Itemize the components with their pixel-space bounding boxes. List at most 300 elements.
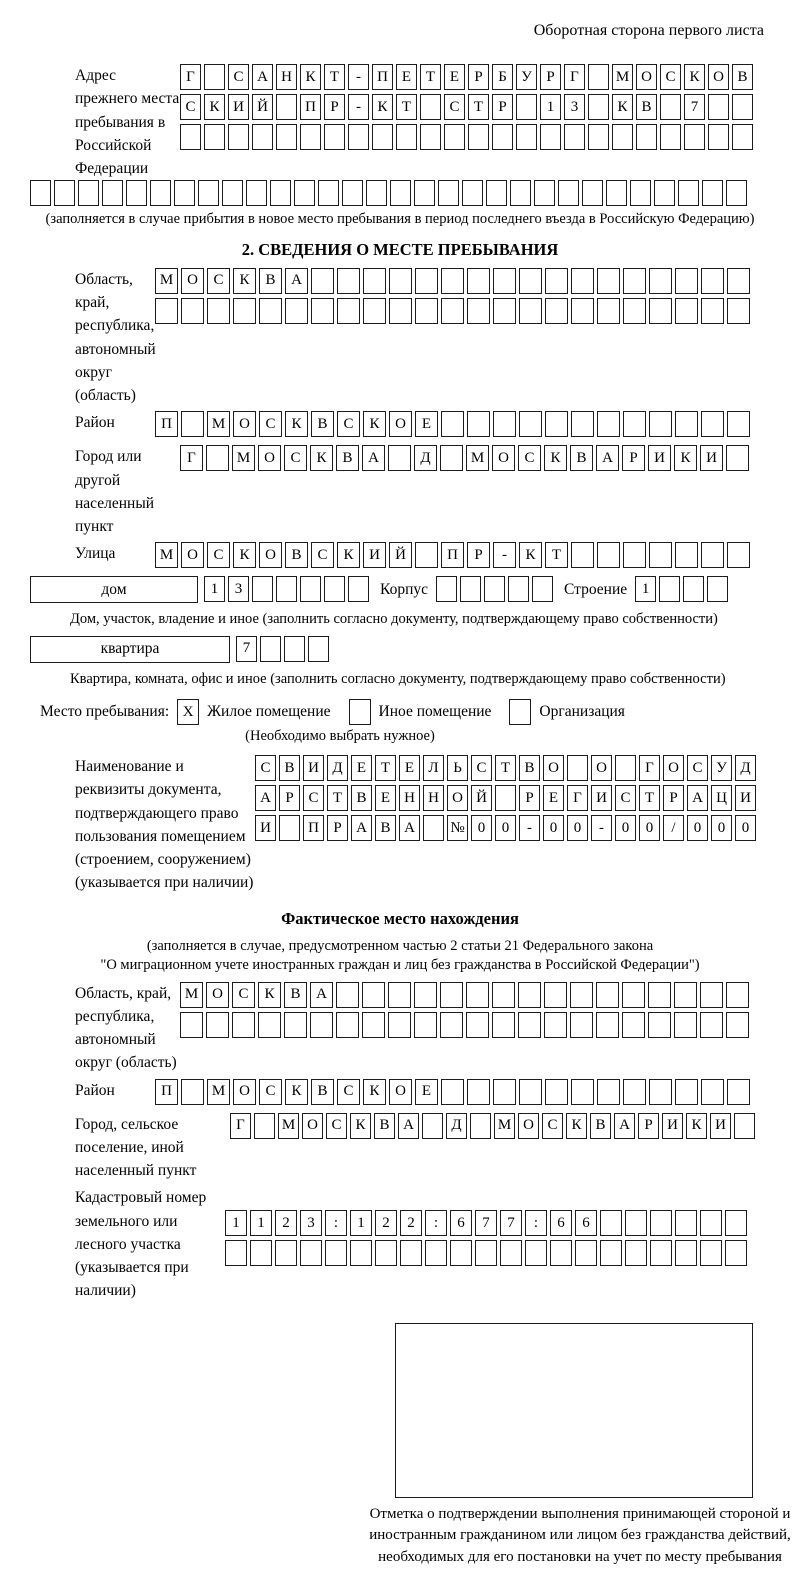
char-cell[interactable]: Е <box>444 64 465 90</box>
char-cell[interactable]: В <box>351 785 372 811</box>
char-cell[interactable]: Й <box>252 94 273 120</box>
char-cell[interactable]: М <box>612 64 633 90</box>
char-cell[interactable]: О <box>181 542 204 568</box>
char-cell[interactable] <box>648 982 671 1008</box>
char-cell[interactable] <box>519 268 542 294</box>
char-cell[interactable]: Р <box>622 445 645 471</box>
char-cell[interactable]: Р <box>324 94 345 120</box>
char-cell[interactable] <box>678 180 699 206</box>
char-cell[interactable]: М <box>207 1079 230 1105</box>
char-cell[interactable]: Е <box>396 64 417 90</box>
char-cell[interactable]: И <box>648 445 671 471</box>
char-cell[interactable]: А <box>252 64 273 90</box>
char-cell[interactable]: Л <box>423 755 444 781</box>
char-cell[interactable] <box>636 124 657 150</box>
char-cell[interactable] <box>525 1240 547 1266</box>
char-cell[interactable]: И <box>255 815 276 841</box>
char-cell[interactable]: У <box>516 64 537 90</box>
char-cell[interactable]: Г <box>639 755 660 781</box>
char-cell[interactable] <box>518 982 541 1008</box>
char-cell[interactable] <box>660 124 681 150</box>
char-cell[interactable] <box>727 542 750 568</box>
char-cell[interactable] <box>276 576 297 602</box>
char-cell[interactable] <box>532 576 553 602</box>
char-cell[interactable] <box>232 1012 255 1038</box>
char-cell[interactable]: 7 <box>684 94 705 120</box>
char-cell[interactable]: В <box>590 1113 611 1139</box>
char-cell[interactable]: В <box>311 1079 334 1105</box>
char-cell[interactable]: О <box>233 1079 256 1105</box>
char-cell[interactable] <box>648 1012 671 1038</box>
char-cell[interactable]: Р <box>540 64 561 90</box>
char-cell[interactable] <box>440 982 463 1008</box>
char-cell[interactable]: Н <box>423 785 444 811</box>
char-cell[interactable] <box>545 268 568 294</box>
char-cell[interactable] <box>623 542 646 568</box>
char-cell[interactable]: 0 <box>567 815 588 841</box>
char-cell[interactable] <box>684 124 705 150</box>
char-cell[interactable] <box>150 180 171 206</box>
char-cell[interactable] <box>493 298 516 324</box>
char-cell[interactable] <box>571 542 594 568</box>
char-cell[interactable]: С <box>303 785 324 811</box>
char-cell[interactable] <box>423 815 444 841</box>
char-cell[interactable] <box>654 180 675 206</box>
char-cell[interactable] <box>516 124 537 150</box>
char-cell[interactable]: Е <box>543 785 564 811</box>
char-cell[interactable] <box>420 94 441 120</box>
char-cell[interactable] <box>486 180 507 206</box>
char-cell[interactable] <box>54 180 75 206</box>
char-cell[interactable] <box>225 1240 247 1266</box>
char-cell[interactable] <box>727 411 750 437</box>
char-cell[interactable] <box>622 1012 645 1038</box>
char-cell[interactable] <box>342 180 363 206</box>
char-cell[interactable] <box>493 1079 516 1105</box>
char-cell[interactable] <box>575 1240 597 1266</box>
char-cell[interactable]: О <box>259 542 282 568</box>
char-cell[interactable] <box>545 298 568 324</box>
char-cell[interactable]: А <box>596 445 619 471</box>
char-cell[interactable]: 3 <box>300 1210 322 1236</box>
char-cell[interactable]: Г <box>567 785 588 811</box>
char-cell[interactable]: 6 <box>550 1210 572 1236</box>
char-cell[interactable] <box>363 268 386 294</box>
char-cell[interactable]: А <box>362 445 385 471</box>
char-cell[interactable] <box>623 298 646 324</box>
char-cell[interactable]: К <box>519 542 542 568</box>
char-cell[interactable]: К <box>233 542 256 568</box>
char-cell[interactable]: Г <box>180 445 203 471</box>
char-cell[interactable]: С <box>542 1113 563 1139</box>
char-cell[interactable] <box>470 1113 491 1139</box>
char-cell[interactable] <box>375 1240 397 1266</box>
char-cell[interactable] <box>396 124 417 150</box>
char-cell[interactable] <box>534 180 555 206</box>
char-cell[interactable]: Н <box>399 785 420 811</box>
char-cell[interactable] <box>308 636 329 662</box>
char-cell[interactable] <box>649 411 672 437</box>
char-cell[interactable] <box>612 124 633 150</box>
char-cell[interactable]: С <box>444 94 465 120</box>
char-cell[interactable]: 1 <box>225 1210 247 1236</box>
char-cell[interactable]: К <box>233 268 256 294</box>
char-cell[interactable]: Т <box>327 785 348 811</box>
char-cell[interactable]: И <box>591 785 612 811</box>
char-cell[interactable] <box>228 124 249 150</box>
char-cell[interactable] <box>623 268 646 294</box>
char-cell[interactable]: О <box>447 785 468 811</box>
char-cell[interactable]: С <box>255 755 276 781</box>
char-cell[interactable] <box>650 1210 672 1236</box>
char-cell[interactable] <box>726 982 749 1008</box>
char-cell[interactable] <box>181 411 204 437</box>
char-cell[interactable]: К <box>372 94 393 120</box>
char-cell[interactable] <box>649 268 672 294</box>
char-cell[interactable]: С <box>207 268 230 294</box>
char-cell[interactable]: : <box>525 1210 547 1236</box>
char-cell[interactable] <box>492 982 515 1008</box>
char-cell[interactable] <box>683 576 704 602</box>
char-cell[interactable] <box>484 576 505 602</box>
char-cell[interactable]: 2 <box>275 1210 297 1236</box>
char-cell[interactable]: А <box>399 815 420 841</box>
char-cell[interactable]: 1 <box>635 576 656 602</box>
char-cell[interactable]: Р <box>492 94 513 120</box>
char-cell[interactable] <box>400 1240 422 1266</box>
char-cell[interactable] <box>388 982 411 1008</box>
char-cell[interactable]: К <box>544 445 567 471</box>
char-cell[interactable]: Н <box>276 64 297 90</box>
char-cell[interactable]: 0 <box>735 815 756 841</box>
char-cell[interactable]: С <box>687 755 708 781</box>
char-cell[interactable]: О <box>389 1079 412 1105</box>
char-cell[interactable] <box>558 180 579 206</box>
char-cell[interactable] <box>126 180 147 206</box>
char-cell[interactable]: Г <box>564 64 585 90</box>
char-cell[interactable] <box>725 1210 747 1236</box>
char-cell[interactable]: Р <box>519 785 540 811</box>
char-cell[interactable]: Т <box>495 755 516 781</box>
char-cell[interactable]: : <box>425 1210 447 1236</box>
char-cell[interactable] <box>436 576 457 602</box>
char-cell[interactable] <box>362 982 385 1008</box>
char-cell[interactable] <box>311 268 334 294</box>
char-cell[interactable] <box>415 298 438 324</box>
char-cell[interactable] <box>495 785 516 811</box>
char-cell[interactable]: М <box>466 445 489 471</box>
char-cell[interactable] <box>597 542 620 568</box>
char-cell[interactable]: П <box>372 64 393 90</box>
char-cell[interactable]: В <box>259 268 282 294</box>
char-cell[interactable] <box>597 298 620 324</box>
char-cell[interactable] <box>467 411 490 437</box>
char-cell[interactable] <box>180 124 201 150</box>
char-cell[interactable]: С <box>337 1079 360 1105</box>
char-cell[interactable]: В <box>375 815 396 841</box>
char-cell[interactable]: С <box>259 1079 282 1105</box>
char-cell[interactable] <box>311 298 334 324</box>
char-cell[interactable] <box>702 180 723 206</box>
char-cell[interactable] <box>519 1079 542 1105</box>
char-cell[interactable]: А <box>351 815 372 841</box>
char-cell[interactable] <box>707 576 728 602</box>
char-cell[interactable]: С <box>615 785 636 811</box>
char-cell[interactable]: М <box>180 982 203 1008</box>
char-cell[interactable] <box>727 268 750 294</box>
char-cell[interactable]: С <box>471 755 492 781</box>
char-cell[interactable]: М <box>232 445 255 471</box>
char-cell[interactable] <box>415 268 438 294</box>
char-cell[interactable]: М <box>155 542 178 568</box>
char-cell[interactable] <box>300 576 321 602</box>
char-cell[interactable]: Й <box>389 542 412 568</box>
char-cell[interactable]: И <box>700 445 723 471</box>
char-cell[interactable]: М <box>207 411 230 437</box>
char-cell[interactable] <box>180 1012 203 1038</box>
char-cell[interactable]: Е <box>375 785 396 811</box>
char-cell[interactable]: К <box>612 94 633 120</box>
char-cell[interactable]: В <box>284 982 307 1008</box>
char-cell[interactable] <box>675 411 698 437</box>
char-cell[interactable] <box>460 576 481 602</box>
char-cell[interactable] <box>606 180 627 206</box>
char-cell[interactable] <box>475 1240 497 1266</box>
char-cell[interactable]: К <box>350 1113 371 1139</box>
char-cell[interactable]: И <box>228 94 249 120</box>
char-cell[interactable] <box>700 1210 722 1236</box>
char-cell[interactable]: К <box>363 411 386 437</box>
char-cell[interactable] <box>727 1079 750 1105</box>
char-cell[interactable]: А <box>255 785 276 811</box>
char-cell[interactable] <box>441 411 464 437</box>
char-cell[interactable] <box>467 268 490 294</box>
char-cell[interactable]: С <box>259 411 282 437</box>
char-cell[interactable] <box>708 124 729 150</box>
char-cell[interactable]: Е <box>399 755 420 781</box>
char-cell[interactable] <box>588 124 609 150</box>
char-cell[interactable] <box>78 180 99 206</box>
char-cell[interactable] <box>597 411 620 437</box>
char-cell[interactable] <box>389 268 412 294</box>
char-cell[interactable] <box>732 124 753 150</box>
char-cell[interactable]: 0 <box>495 815 516 841</box>
char-cell[interactable] <box>181 298 204 324</box>
char-cell[interactable]: 0 <box>615 815 636 841</box>
char-cell[interactable] <box>492 1012 515 1038</box>
char-cell[interactable] <box>518 1012 541 1038</box>
char-cell[interactable] <box>250 1240 272 1266</box>
char-cell[interactable]: С <box>207 542 230 568</box>
char-cell[interactable] <box>508 576 529 602</box>
char-cell[interactable]: Й <box>471 785 492 811</box>
char-cell[interactable]: О <box>258 445 281 471</box>
char-cell[interactable]: В <box>311 411 334 437</box>
char-cell[interactable] <box>300 1240 322 1266</box>
char-cell[interactable]: К <box>566 1113 587 1139</box>
char-cell[interactable] <box>516 94 537 120</box>
char-cell[interactable] <box>675 542 698 568</box>
char-cell[interactable]: 7 <box>475 1210 497 1236</box>
char-cell[interactable] <box>366 180 387 206</box>
char-cell[interactable]: А <box>285 268 308 294</box>
char-cell[interactable]: Д <box>327 755 348 781</box>
char-cell[interactable] <box>310 1012 333 1038</box>
char-cell[interactable] <box>441 268 464 294</box>
char-cell[interactable] <box>388 445 411 471</box>
char-cell[interactable] <box>544 982 567 1008</box>
char-cell[interactable]: / <box>663 815 684 841</box>
char-cell[interactable] <box>570 1012 593 1038</box>
char-cell[interactable] <box>492 124 513 150</box>
char-cell[interactable] <box>294 180 315 206</box>
char-cell[interactable] <box>318 180 339 206</box>
char-cell[interactable]: - <box>348 64 369 90</box>
char-cell[interactable] <box>649 542 672 568</box>
char-cell[interactable] <box>726 1012 749 1038</box>
char-cell[interactable]: Г <box>230 1113 251 1139</box>
char-cell[interactable]: 7 <box>500 1210 522 1236</box>
char-cell[interactable]: Р <box>638 1113 659 1139</box>
char-cell[interactable]: А <box>310 982 333 1008</box>
char-cell[interactable] <box>300 124 321 150</box>
char-cell[interactable] <box>254 1113 275 1139</box>
char-cell[interactable]: М <box>155 268 178 294</box>
char-cell[interactable] <box>336 1012 359 1038</box>
char-cell[interactable] <box>440 445 463 471</box>
char-cell[interactable]: К <box>285 411 308 437</box>
char-cell[interactable] <box>275 1240 297 1266</box>
char-cell[interactable]: Р <box>467 542 490 568</box>
char-cell[interactable] <box>260 636 281 662</box>
char-cell[interactable] <box>567 755 588 781</box>
char-cell[interactable] <box>660 94 681 120</box>
char-cell[interactable]: В <box>374 1113 395 1139</box>
char-cell[interactable] <box>324 124 345 150</box>
char-cell[interactable] <box>336 982 359 1008</box>
char-cell[interactable]: С <box>228 64 249 90</box>
char-cell[interactable]: О <box>518 1113 539 1139</box>
char-cell[interactable]: И <box>710 1113 731 1139</box>
char-cell[interactable] <box>30 180 51 206</box>
char-cell[interactable] <box>597 268 620 294</box>
char-cell[interactable] <box>388 1012 411 1038</box>
char-cell[interactable] <box>204 124 225 150</box>
char-cell[interactable] <box>623 411 646 437</box>
char-cell[interactable]: С <box>284 445 307 471</box>
char-cell[interactable]: К <box>310 445 333 471</box>
char-cell[interactable] <box>625 1240 647 1266</box>
char-cell[interactable] <box>493 411 516 437</box>
char-cell[interactable]: 1 <box>204 576 225 602</box>
char-cell[interactable] <box>441 1079 464 1105</box>
char-cell[interactable] <box>625 1210 647 1236</box>
char-cell[interactable] <box>206 1012 229 1038</box>
char-cell[interactable] <box>582 180 603 206</box>
char-cell[interactable] <box>571 411 594 437</box>
char-cell[interactable]: 7 <box>236 636 257 662</box>
char-cell[interactable] <box>362 1012 385 1038</box>
char-cell[interactable] <box>207 298 230 324</box>
char-cell[interactable] <box>615 755 636 781</box>
char-cell[interactable]: С <box>337 411 360 437</box>
char-cell[interactable]: - <box>591 815 612 841</box>
char-cell[interactable] <box>500 1240 522 1266</box>
char-cell[interactable] <box>414 1012 437 1038</box>
char-cell[interactable] <box>204 64 225 90</box>
char-cell[interactable]: 2 <box>375 1210 397 1236</box>
char-cell[interactable] <box>389 298 412 324</box>
char-cell[interactable] <box>600 1240 622 1266</box>
char-cell[interactable] <box>701 542 724 568</box>
char-cell[interactable] <box>675 1240 697 1266</box>
char-cell[interactable]: К <box>337 542 360 568</box>
char-cell[interactable] <box>438 180 459 206</box>
char-cell[interactable] <box>701 411 724 437</box>
char-cell[interactable] <box>700 1012 723 1038</box>
char-cell[interactable] <box>467 298 490 324</box>
char-cell[interactable]: В <box>279 755 300 781</box>
char-cell[interactable]: : <box>325 1210 347 1236</box>
char-cell[interactable] <box>420 124 441 150</box>
char-cell[interactable] <box>422 1113 443 1139</box>
char-cell[interactable] <box>588 64 609 90</box>
char-cell[interactable]: 3 <box>564 94 585 120</box>
char-cell[interactable] <box>519 298 542 324</box>
char-cell[interactable]: Е <box>415 411 438 437</box>
char-cell[interactable]: 0 <box>543 815 564 841</box>
char-cell[interactable]: Р <box>663 785 684 811</box>
char-cell[interactable] <box>734 1113 755 1139</box>
char-cell[interactable]: С <box>180 94 201 120</box>
char-cell[interactable] <box>600 1210 622 1236</box>
char-cell[interactable] <box>544 1012 567 1038</box>
char-cell[interactable]: Б <box>492 64 513 90</box>
char-cell[interactable] <box>674 982 697 1008</box>
char-cell[interactable]: К <box>686 1113 707 1139</box>
char-cell[interactable] <box>726 445 749 471</box>
checkbox-organizaciya[interactable] <box>509 699 531 725</box>
char-cell[interactable]: А <box>398 1113 419 1139</box>
char-cell[interactable] <box>337 298 360 324</box>
char-cell[interactable] <box>337 268 360 294</box>
char-cell[interactable] <box>571 298 594 324</box>
char-cell[interactable]: О <box>206 982 229 1008</box>
char-cell[interactable] <box>450 1240 472 1266</box>
char-cell[interactable] <box>596 982 619 1008</box>
char-cell[interactable] <box>325 1240 347 1266</box>
char-cell[interactable]: П <box>155 1079 178 1105</box>
char-cell[interactable] <box>279 815 300 841</box>
char-cell[interactable] <box>363 298 386 324</box>
char-cell[interactable] <box>462 180 483 206</box>
char-cell[interactable] <box>701 298 724 324</box>
char-cell[interactable]: Т <box>396 94 417 120</box>
char-cell[interactable]: М <box>494 1113 515 1139</box>
char-cell[interactable]: Е <box>351 755 372 781</box>
char-cell[interactable] <box>588 94 609 120</box>
char-cell[interactable]: Т <box>545 542 568 568</box>
char-cell[interactable]: 0 <box>711 815 732 841</box>
char-cell[interactable] <box>701 268 724 294</box>
char-cell[interactable] <box>222 180 243 206</box>
char-cell[interactable]: О <box>181 268 204 294</box>
char-cell[interactable] <box>540 124 561 150</box>
char-cell[interactable]: Р <box>279 785 300 811</box>
char-cell[interactable]: 1 <box>350 1210 372 1236</box>
char-cell[interactable]: С <box>518 445 541 471</box>
char-cell[interactable] <box>246 180 267 206</box>
